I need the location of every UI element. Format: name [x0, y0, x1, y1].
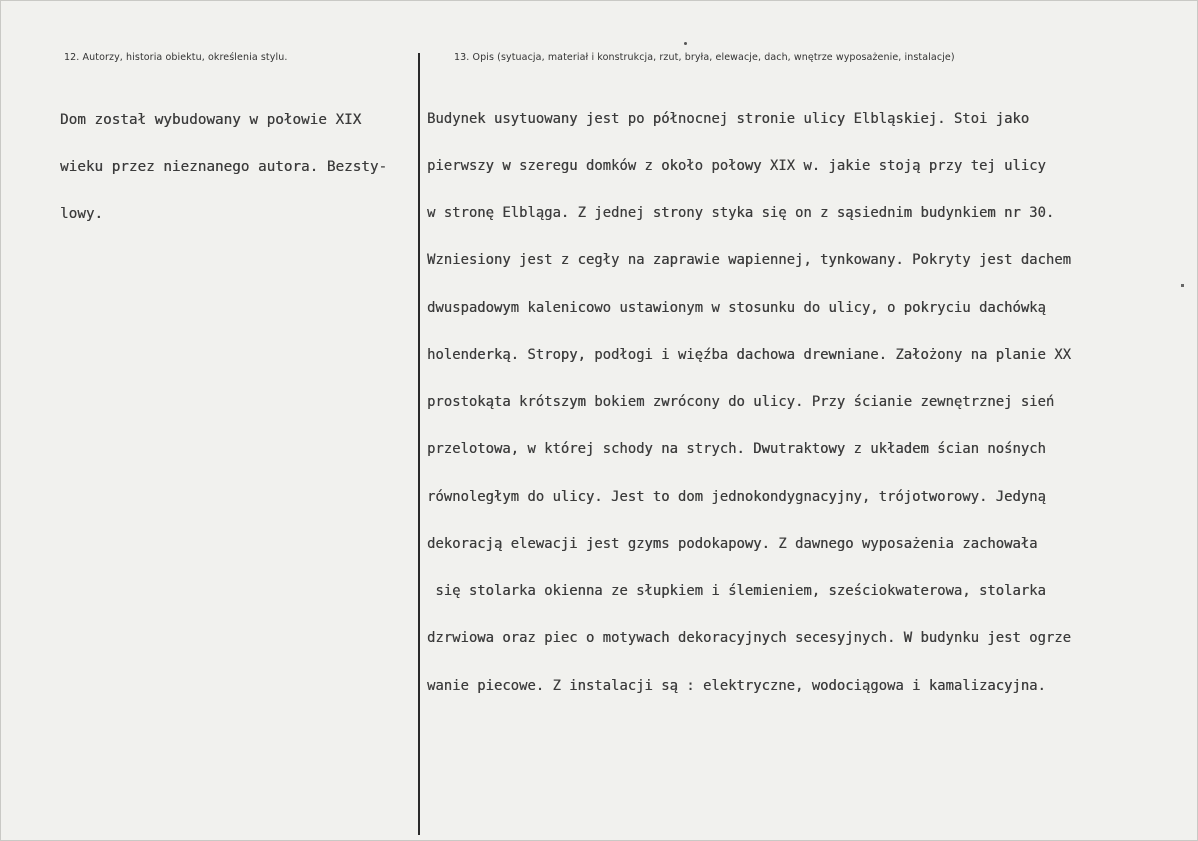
- typed-line: Wzniesiony jest z cegły na zaprawie wapiennej, tynkowany. Pokryty jest dachem: [427, 252, 1071, 269]
- typed-line: wieku przez nieznanego autora. Bezsty-: [60, 158, 388, 175]
- typed-line: wanie piecowe. Z instalacji są : elektryczne, wodociągowa i kamalizacyjna.: [427, 677, 1046, 694]
- typed-line: lowy.: [60, 206, 104, 222]
- typed-line: w stronę Elbląga. Z jednej strony styka się on z sąsiednim budynkiem nr 30.: [427, 205, 1055, 221]
- ink-dot: [1181, 284, 1184, 287]
- typed-line: się stolarka okienna ze słupkiem i ślemieniem, sześciokwaterowa, stolarka: [427, 583, 1046, 599]
- typed-line: przelotowa, w której schody na strych. Dwutraktowy z układem ścian nośnych: [427, 441, 1046, 458]
- column-divider: [418, 53, 420, 835]
- typed-line: dzrwiowa oraz piec o motywach dekoracyjnych secesyjnych. W budynku jest ogrze: [427, 630, 1071, 647]
- typed-line: holenderką. Stropy, podłogi i więźba dachowa drewniane. Założony na planie XX: [427, 346, 1071, 363]
- section-12-heading: 12. Autorzy, historia obiektu, określenia stylu.: [64, 52, 288, 63]
- ink-dot: [684, 42, 687, 45]
- typed-line: dekoracją elewacji jest gzyms podokapowy. Z dawnego wyposażenia zachowała: [427, 535, 1038, 552]
- section-12-typed-text: [60, 81, 387, 254]
- typed-line: pierwszy w szeregu domków z około połowy XIX w. jakie stoją przy tej ulicy: [427, 157, 1046, 174]
- section-13-heading: 13. Opis (sytuacja, materiał i konstrukcja, rzut, bryła, elewacje, dach, wnętrze wyposażenie, instalacje): [454, 52, 955, 63]
- typed-line: Budynek usytuowany jest po północnej stronie ulicy Elbląskiej. Stoi jako: [427, 110, 1030, 127]
- typed-line: Dom został wybudowany w połowie XIX: [60, 111, 362, 128]
- typed-line: prostokąta krótszym bokiem zwrócony do ulicy. Przy ścianie zewnętrznej sień: [427, 394, 1055, 410]
- section-13-typed-text: [427, 80, 1071, 726]
- typed-line: dwuspadowym kalenicowo ustawionym w stosunku do ulicy, o pokryciu dachówką: [427, 299, 1046, 316]
- typed-line: równoległym do ulicy. Jest to dom jednokondygnacyjny, trójotworowy. Jedyną: [427, 488, 1046, 505]
